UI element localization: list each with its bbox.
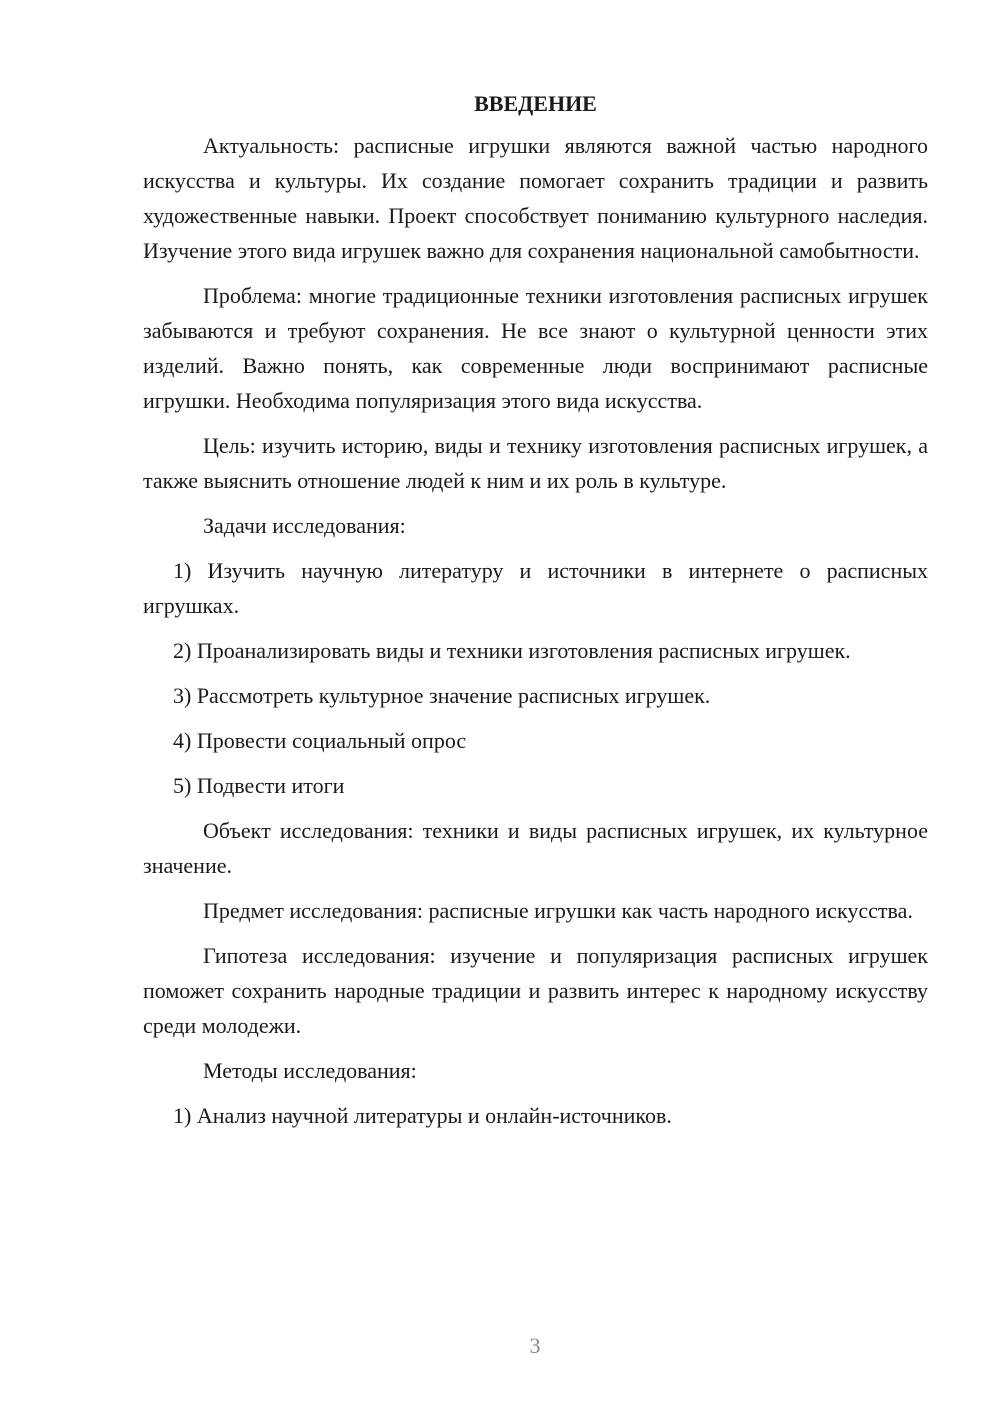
method-item: 1) Анализ научной литературы и онлайн-источников.	[173, 1103, 672, 1128]
task-item: 1) Изучить научную литературу и источники в интернете о расписных игрушках.	[143, 558, 928, 618]
section-title: ВВЕДЕНИЕ	[474, 91, 597, 116]
task-item: 4) Провести социальный опрос	[173, 728, 467, 753]
goal-paragraph: Цель: изучить историю, виды и технику изготовления расписных игрушек, а также выяснить отношение людей к ним и их роль в культуре.	[143, 433, 928, 493]
tasks-heading: Задачи исследования:	[203, 513, 406, 538]
page-number: 3	[529, 1333, 541, 1358]
document-page	[143, 90, 928, 1143]
subject-paragraph: Предмет исследования: расписные игрушки как часть народного искусства.	[203, 898, 913, 923]
object-paragraph: Объект исследования: техники и виды расписных игрушек, их культурное значение.	[143, 818, 928, 878]
task-item: 2) Проанализировать виды и техники изготовления расписных игрушек.	[173, 638, 851, 663]
methods-heading: Методы исследования:	[203, 1058, 417, 1083]
relevance-paragraph: Актуальность: расписные игрушки являются важной частью народного искусства и культуры. Их создание помогает сохранить традиции и развить художественные навыки. Проект способствует пониманию культурного наследия. Изучение этого вида игрушек важно для сохранения национальной самобытности.	[143, 133, 928, 263]
problem-paragraph: Проблема: многие традиционные техники изготовления расписных игрушек забываются и требуют сохранения. Не все знают о культурной ценности этих изделий. Важно понять, как современные люди воспринимают расписные игрушки. Необходима популяризация этого вида искусства.	[143, 283, 928, 413]
hypothesis-paragraph: Гипотеза исследования: изучение и популяризация расписных игрушек поможет сохранить народные традиции и развить интерес к народному искусству среди молодежи.	[143, 943, 928, 1038]
task-item: 3) Рассмотреть культурное значение расписных игрушек.	[173, 683, 711, 708]
task-item: 5) Подвести итоги	[173, 773, 345, 798]
